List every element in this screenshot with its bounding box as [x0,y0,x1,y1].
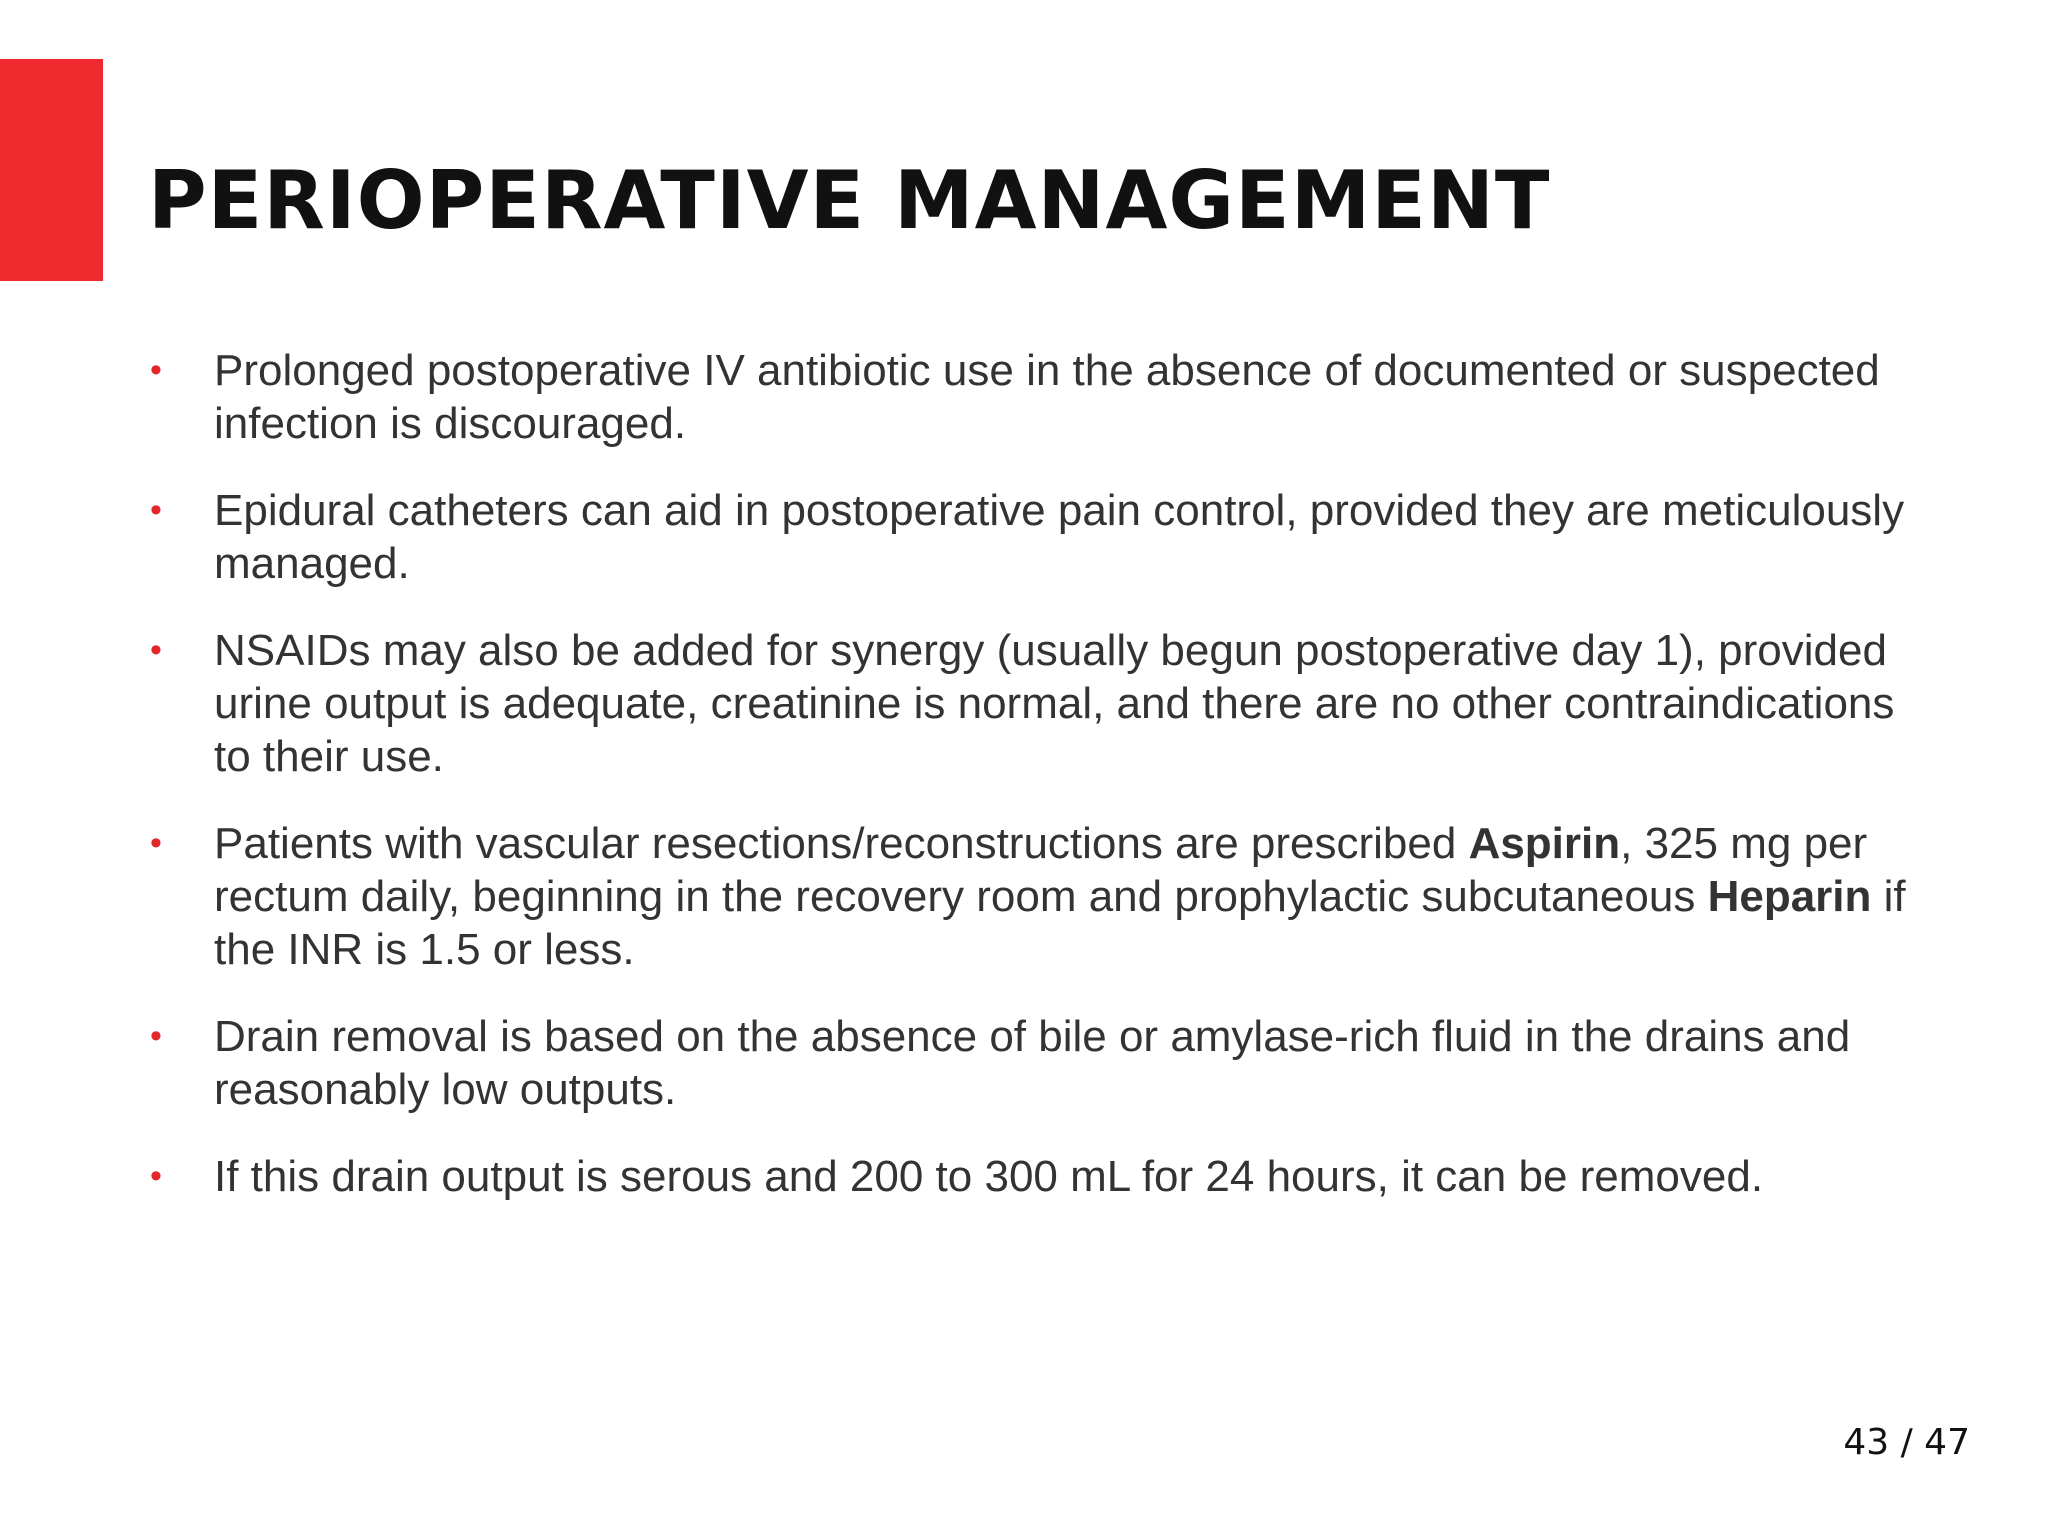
bullet-item [148,1010,1928,1116]
drug-name-aspirin: Aspirin [1468,819,1621,868]
bullet-text: NSAIDs may also be added for synergy (usually begun postoperative day 1), provided urine output is adequate, creatinine is normal, and there are no other contraindications to their use. [214,626,1895,781]
slide-title: PERIOPERATIVE MANAGEMENT [148,154,1551,247]
bullet-icon: • [150,491,162,529]
bullet-item [148,1150,1928,1203]
bullet-icon: • [150,631,162,669]
bullet-icon: • [150,351,162,389]
page-number: 43 / 47 [1843,1422,1970,1463]
title-accent-bar [0,59,103,281]
bullet-item [148,817,1928,976]
bullet-text: If this drain output is serous and 200 to 300 mL for 24 hours, it can be removed. [214,1152,1764,1201]
drug-name-heparin: Heparin [1707,872,1872,921]
bullet-text-segment: , 325 mg per rectum daily, beginning in the recovery room and prophylactic subcutaneous [214,819,1868,921]
bullet-text: Drain removal is based on the absence of bile or amylase-rich fluid in the drains and reasonably low outputs. [214,1012,1851,1114]
bullet-icon: • [150,1157,162,1195]
bullet-text-segment: Patients with vascular resections/reconstructions are prescribed [214,819,1469,868]
bullet-text: Epidural catheters can aid in postoperative pain control, provided they are meticulously managed. [214,486,1905,588]
bullet-icon: • [150,824,162,862]
bullet-item [148,624,1928,783]
bullet-text: Prolonged postoperative IV antibiotic use in the absence of documented or suspected infection is discouraged. [214,346,1880,448]
bullet-text [214,819,1906,974]
bullet-item [148,344,1928,450]
bullet-icon: • [150,1017,162,1055]
bullet-item [148,484,1928,590]
bullet-list [148,344,1928,1237]
bullet-text-segment: if the INR is 1.5 or less. [214,872,1906,974]
